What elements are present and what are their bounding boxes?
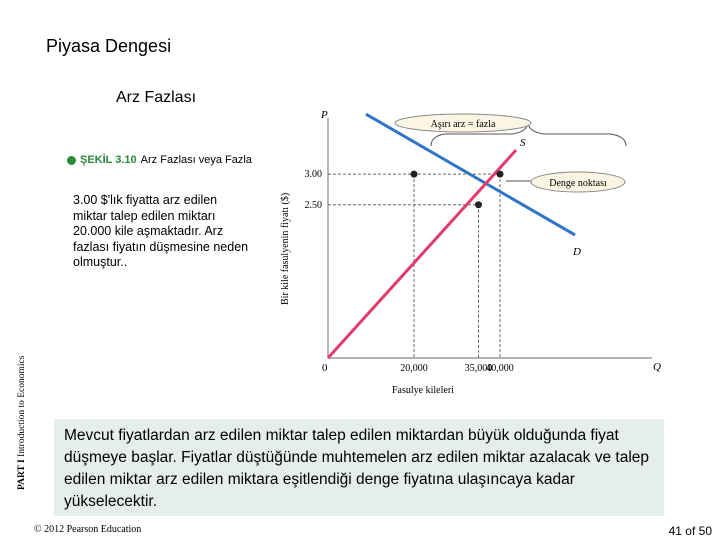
demand-label: D [573, 245, 581, 258]
copyright: © 2012 Pearson Education [34, 524, 142, 535]
x-tick-label: 35,000 [464, 363, 493, 374]
excess-supply-text: Aşırı arz = fazla [430, 119, 496, 130]
x-tick-label: 20,000 [400, 363, 428, 374]
y-axis-end-label: P [321, 109, 328, 121]
slide-subtitle: Arz Fazlası [116, 89, 197, 106]
x-axis-title: Fasulye kileleri [392, 385, 454, 396]
x-axis-end-label: Q [653, 361, 661, 373]
part-title: Introduction to Economics [17, 355, 27, 457]
figure-caption [67, 153, 257, 167]
part-number: PART I [17, 459, 27, 490]
x-tick-label: 40,000 [486, 363, 514, 374]
y-tick-label: 3.00 [304, 169, 322, 181]
slide-title: Piyasa Dengesi [46, 36, 172, 56]
figure-number: ŞEKİL 3.10 [80, 154, 137, 166]
chart-point [497, 171, 504, 178]
figure-title: Arz Fazlası veya Fazla [140, 154, 252, 166]
supply-label: S [520, 137, 526, 150]
chart-point [475, 201, 482, 208]
explanation-note: Mevcut fiyatlardan arz edilen miktar talep edilen miktardan büyük olduğunda fiyat düşmeye başlar. Fiyatlar düştüğünde muhtemelen arz edilen miktar azalacak ve talep edilen miktar arz edilen miktara eşitlendiği denge fiyatına ulaşıncaya kadar yükselecektir. [54, 419, 664, 516]
supply-curve [328, 150, 516, 358]
equilibrium-text: Denge noktası [549, 178, 607, 189]
side-part-label [17, 340, 31, 490]
supply-demand-chart [270, 100, 670, 405]
chart-point [411, 171, 418, 178]
y-tick-label: 2.50 [304, 199, 322, 211]
figure-description: 3.00 $'lık fiyatta arz edilen miktar talep edilen miktarı 20.000 kile aşmaktadır. Arz fazlası fiyatın düşmesine neden olmuştur.. [73, 193, 249, 269]
origin-label: 0 [322, 362, 328, 374]
y-axis-title: Bir kile fasulyenin fiyatı ($) [280, 192, 291, 305]
page-number: 41 of 50 [668, 524, 712, 538]
figure-bullet-icon [67, 156, 76, 165]
